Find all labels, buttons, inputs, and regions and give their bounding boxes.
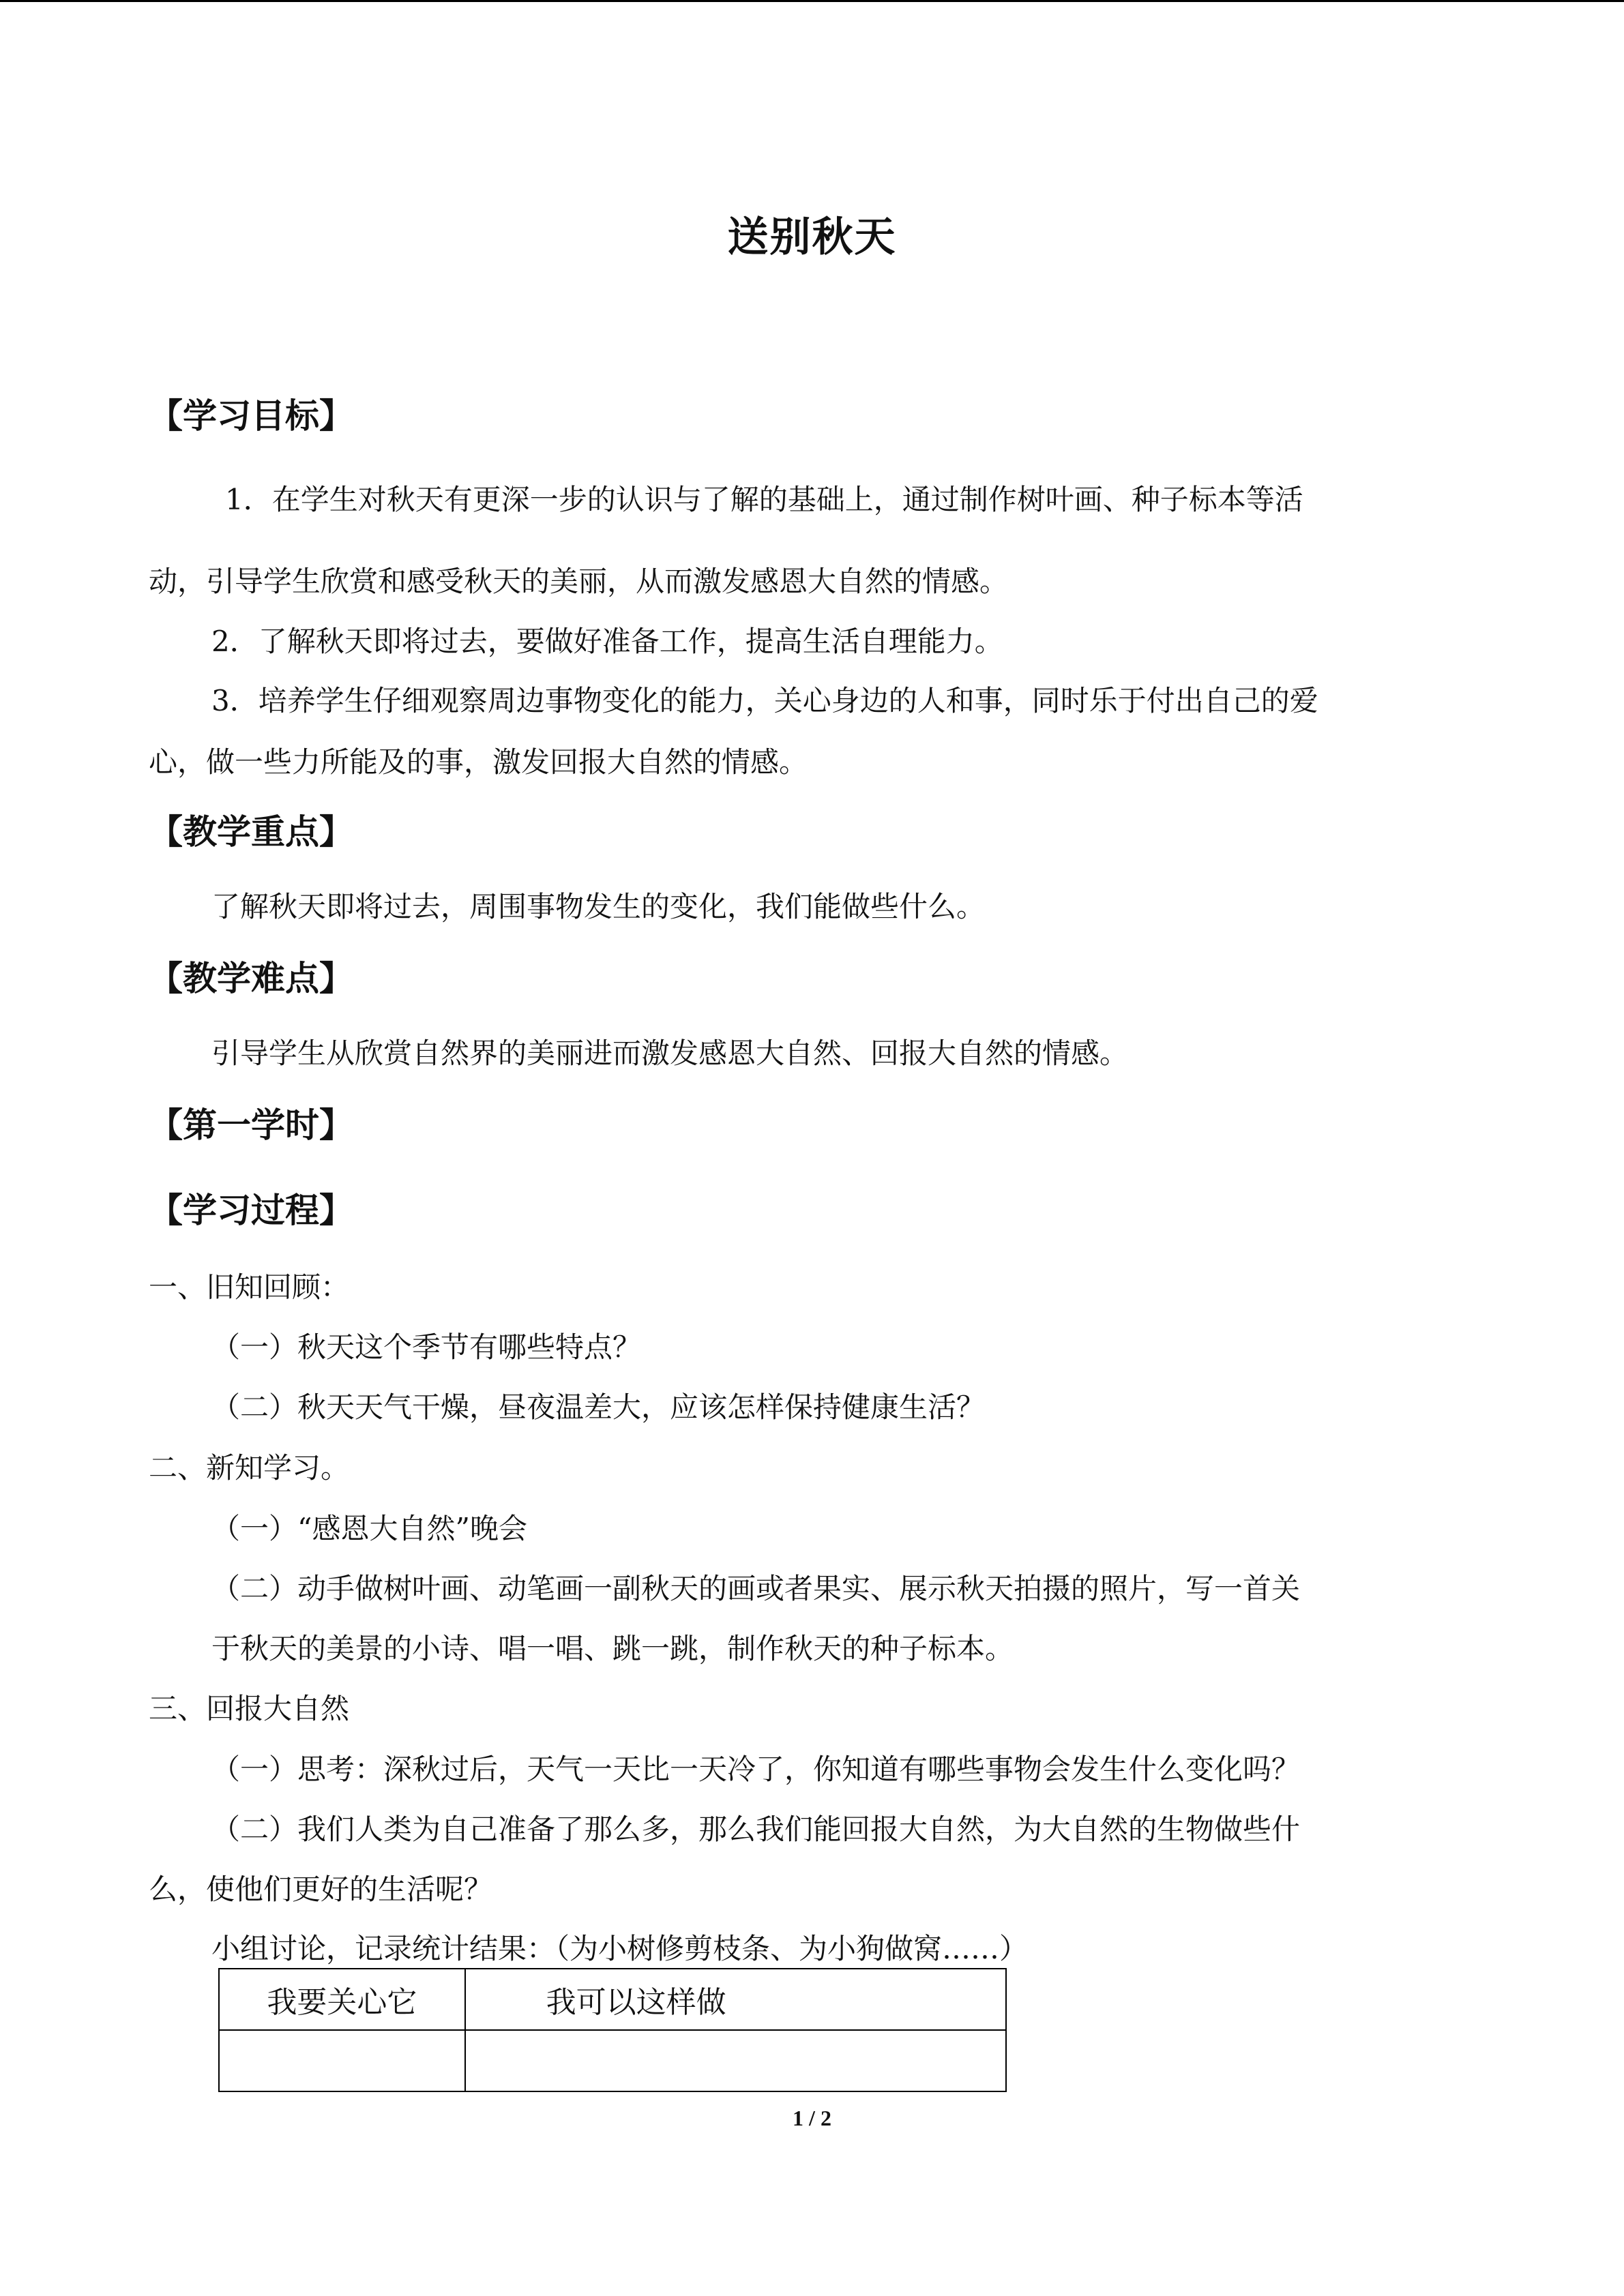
table-cell[interactable] [465, 2030, 1006, 2091]
table-row [219, 2030, 1006, 2091]
process-part-2-b-line-1: （二）动手做树叶画、动笔画一副秋天的画或者果实、展示秋天拍摄的照片，写一首关 [211, 1572, 1301, 1605]
table-header-row [219, 1969, 1006, 2030]
process-heading: 【学习过程】 [149, 1191, 353, 1230]
process-part-1: 一、旧知回顾： [149, 1270, 350, 1304]
process-part-3-b-line-1: （二）我们人类为自己准备了那么多，那么我们能回报大自然，为大自然的生物做些什 [211, 1813, 1301, 1846]
objective-3-line-2: 心，做一些力所能及的事，激发回报大自然的情感。 [149, 745, 808, 779]
care-table [218, 1968, 1007, 2092]
process-part-2-a: （一）“感恩大自然”晚会 [211, 1512, 527, 1545]
objective-1-line-1: 1．在学生对秋天有更深一步的认识与了解的基础上，通过制作树叶画、种子标本等活 [225, 483, 1303, 516]
process-part-1-b: （二）秋天天气干燥，昼夜温差大，应该怎样保持健康生活？ [211, 1390, 986, 1424]
difficulties-heading: 【教学难点】 [149, 959, 353, 998]
process-part-3: 三、回报大自然 [149, 1692, 350, 1725]
table-header-cell: 我可以这样做 [465, 1969, 1006, 2030]
process-part-2: 二、新知学习。 [149, 1451, 350, 1485]
key-points-text: 了解秋天即将过去，周围事物发生的变化，我们能做些什么。 [211, 890, 986, 923]
page-title: 送别秋天 [727, 213, 897, 261]
process-part-2-b-line-2: 于秋天的美景的小诗、唱一唱、跳一跳，制作秋天的种子标本。 [211, 1632, 1014, 1665]
process-part-3-a: （一）思考：深秋过后，天气一天比一天冷了，你知道有哪些事物会发生什么变化吗？ [211, 1753, 1301, 1786]
objectives-heading: 【学习目标】 [149, 396, 353, 436]
table-cell[interactable] [219, 2030, 465, 2091]
objective-3-line-1: 3．培养学生仔细观察周边事物变化的能力，关心身边的人和事，同时乐于付出自己的爱 [211, 684, 1318, 717]
objective-1-line-2: 动，引导学生欣赏和感受秋天的美丽，从而激发感恩大自然的情感。 [149, 565, 1009, 598]
discussion-instruction: 小组讨论，记录统计结果：（为小树修剪枝条、为小狗做窝……） [211, 1932, 1029, 1965]
process-part-1-a: （一）秋天这个季节有哪些特点？ [211, 1330, 642, 1364]
first-period-heading: 【第一学时】 [149, 1105, 353, 1145]
page-number: 1 / 2 [793, 2106, 831, 2130]
table-header-cell: 我要关心它 [219, 1969, 465, 2030]
key-points-heading: 【教学重点】 [149, 812, 353, 852]
top-border-line [0, 0, 1624, 2]
difficulties-text: 引导学生从欣赏自然界的美丽进而激发感恩大自然、回报大自然的情感。 [211, 1037, 1129, 1070]
process-part-3-b-line-2: 么，使他们更好的生活呢？ [149, 1873, 493, 1906]
objective-2: 2．了解秋天即将过去，要做好准备工作，提高生活自理能力。 [211, 625, 1003, 658]
